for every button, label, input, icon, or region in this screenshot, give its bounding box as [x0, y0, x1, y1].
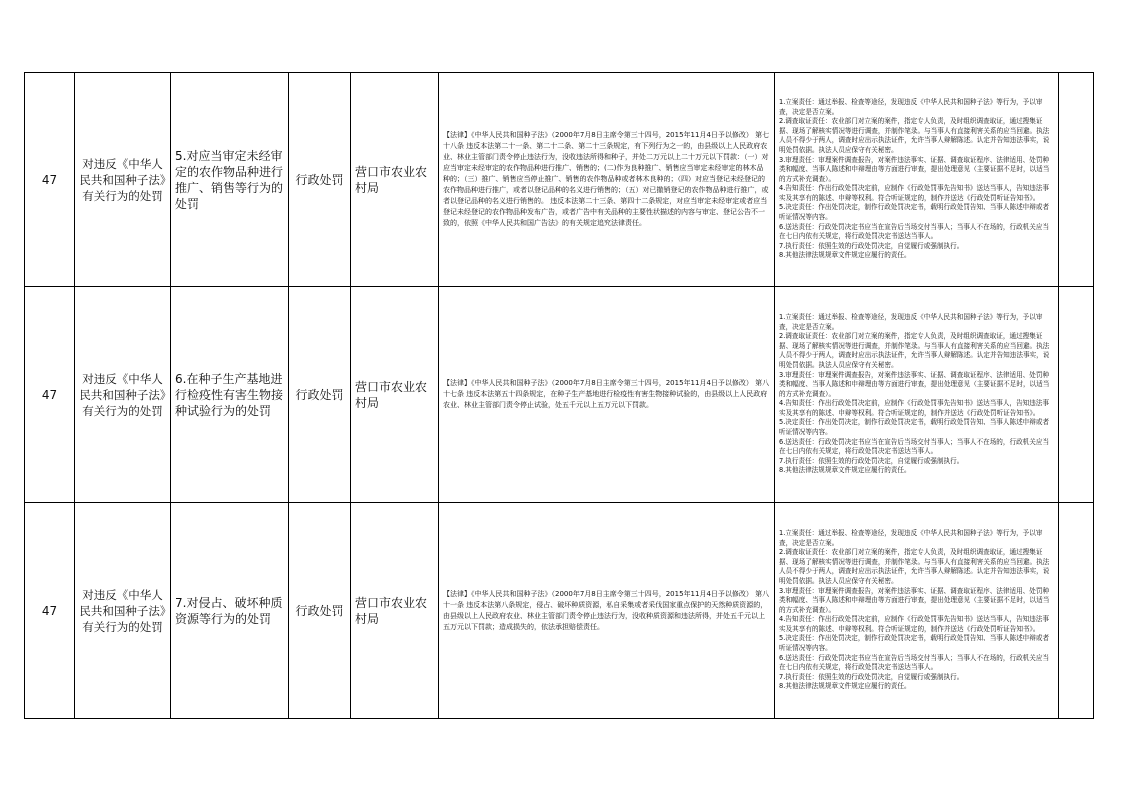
responsibility-item: 5.决定责任：作出处罚决定，制作行政处罚决定书，载明行政处罚告知、当事人陈述申辩或者听证情况等内容。: [779, 203, 1050, 222]
responsibility-list: [775, 503, 1059, 719]
item-type: 行政处罚: [289, 503, 351, 719]
responsibility-list: [775, 73, 1059, 287]
responsibility-item: 1.立案责任：通过举报、检查等途径，发现违反《中华人民共和国种子法》等行为，予以审查，决定是否立案。: [779, 97, 1043, 116]
item-category: 对违反《中华人民共和国种子法》有关行为的处罚: [75, 287, 171, 503]
table-row: [25, 503, 1094, 719]
responsibility-item: 5.决定责任：作出处罚决定，制作行政处罚决定书，载明行政处罚告知、当事人陈述申辩或者听证情况等内容。: [779, 418, 1050, 437]
responsibility-item: 5.决定责任：作出处罚决定，制作行政处罚决定书，载明行政处罚告知、当事人陈述申辩或者听证情况等内容。: [779, 634, 1050, 653]
responsibility-item: 6.送达责任：行政处罚决定书应当在宣告后当场交付当事人；当事人不在场的，行政机关应当在七日内依有关规定，将行政处罚决定书送达当事人。: [779, 437, 1050, 456]
responsibility-item: 3.审理责任：审理案件调查报告，对案件违法事实、证据、调查取证程序、法律适用、处罚种类和幅度、当事人陈述和申辩理由等方面进行审查，提出处理意见（主要证据不足时，以适当的方式补充调查）。: [779, 586, 1050, 614]
item-name: 5.对应当审定未经审定的农作物品种进行推广、销售等行为的处罚: [171, 73, 289, 287]
item-category: 对违反《中华人民共和国种子法》有关行为的处罚: [75, 503, 171, 719]
responsibility-item: 7.执行责任：依照生效的行政处罚决定，自觉履行或强制执行。: [779, 241, 964, 250]
responsibility-item: 1.立案责任：通过举报、检查等途径，发现违反《中华人民共和国种子法》等行为，予以审查，决定是否立案。: [779, 312, 1043, 331]
table-row: [25, 287, 1094, 503]
row-number: 47: [25, 287, 75, 503]
responsibility-item: 2.调查取证责任：农业部门对立案的案件，指定专人负责，及时组织调查取证，通过搜集证据、现场了解核实情况等进行调查，并制作笔录。与当事人有直接利害关系的应当回避。执法人员不得少于两人，调查时应出示执法证件，允许当事人辩解陈述。认定并告知违法事实，说明处罚依据。执法人员应保守有关秘密。: [779, 548, 1050, 585]
item-type: 行政处罚: [289, 73, 351, 287]
item-name: 6.在种子生产基地进行检疫性有害生物接种试验行为的处罚: [171, 287, 289, 503]
responsibility-item: 7.执行责任：依照生效的行政处罚决定，自觉履行或强制执行。: [779, 456, 964, 465]
implementing-department: 营口市农业农村局: [351, 287, 439, 503]
remarks-cell: [1059, 73, 1094, 287]
responsibility-item: 1.立案责任：通过举报、检查等途径，发现违反《中华人民共和国种子法》等行为，予以审查，决定是否立案。: [779, 528, 1043, 547]
responsibility-item: 3.审理责任：审理案件调查报告，对案件违法事实、证据、调查取证程序、法律适用、处罚种类和幅度、当事人陈述和申辩理由等方面进行审查，提出处理意见（主要证据不足时，以适当的方式补充调查）。: [779, 155, 1050, 183]
responsibility-item: 4.告知责任：作出行政处罚决定前，应制作《行政处罚事先告知书》送达当事人，告知违法事实及其享有的陈述、申辩等权利。符合听证规定的，制作并送达《行政处罚听证告知书》。: [779, 184, 1050, 202]
remarks-cell: [1059, 503, 1094, 719]
responsibility-item: 8.其他法律法规规章文件规定应履行的责任。: [779, 251, 911, 260]
penalty-table: [24, 72, 1094, 719]
item-type: 行政处罚: [289, 287, 351, 503]
item-name: 7.对侵占、破坏种质资源等行为的处罚: [171, 503, 289, 719]
responsibility-item: 3.审理责任：审理案件调查报告，对案件违法事实、证据、调查取证程序、法律适用、处罚种类和幅度、当事人陈述和申辩理由等方面进行审查，提出处理意见（主要证据不足时，以适当的方式补充调查）。: [779, 370, 1050, 398]
implementing-department: 营口市农业农村局: [351, 503, 439, 719]
legal-basis: 【法律】《中华人民共和国种子法》（2000年7月8日主席令第三十四号，2015年11月4日予以修改） 第七十八条 违反本法第二十一条、第二十二条、第二十三条规定，有下列行为之一的，由县级以上人民政府农业、林业主管部门责令停止违法行为，没收违法所得和种子，并处二万元以上二十万元以下罚款：（一）对应当审定未经审定的农作物品种进行推广、销售的；(二)作为良种推广、销售应当审定未经审定的林木品种的；（三）推广、销售应当停止推广、销售的农作物品种或者林木良种的；（四）对应当登记未经登记的农作物品种进行推广，或者以登记品种的名义进行销售的；（五）对已撤销登记的农作物品种进行推广，或者以登记品种的名义进行销售的。 违反本法第二十三条、第四十二条规定，对应当审定未经审定或者应当登记未经登记的农作物品种发布广告，或者广告中有关品种的主要性状描述的内容与审定、登记公告不一致的，依照《中华人民共和国广告法》的有关规定追究法律责任。: [439, 73, 775, 287]
responsibility-item: 4.告知责任：作出行政处罚决定前，应制作《行政处罚事先告知书》送达当事人，告知违法事实及其享有的陈述、申辩等权利。符合听证规定的，制作并送达《行政处罚听证告知书》。: [779, 615, 1050, 633]
responsibility-item: 7.执行责任：依照生效的行政处罚决定，自觉履行或强制执行。: [779, 672, 964, 681]
row-number: 47: [25, 503, 75, 719]
table-row: [25, 73, 1094, 287]
legal-basis: 【法律】《中华人民共和国种子法》（2000年7月8日主席令第三十四号，2015年11月4日予以修改） 第八十七条 违反本法第五十四条规定，在种子生产基地进行检疫性有害生物接种试验的，由县级以上人民政府农业、林业主管部门责令停止试验，处五千元以上五万元以下罚款。: [439, 287, 775, 503]
implementing-department: 营口市农业农村局: [351, 73, 439, 287]
responsibility-item: 4.告知责任：作出行政处罚决定前，应制作《行政处罚事先告知书》送达当事人，告知违法事实及其享有的陈述、申辩等权利。符合听证规定的，制作并送达《行政处罚听证告知书》。: [779, 399, 1050, 417]
row-number: 47: [25, 73, 75, 287]
responsibility-item: 8.其他法律法规规章文件规定应履行的责任。: [779, 682, 911, 691]
responsibility-item: 2.调查取证责任：农业部门对立案的案件，指定专人负责，及时组织调查取证，通过搜集证据、现场了解核实情况等进行调查，并制作笔录。与当事人有直接利害关系的应当回避。执法人员不得少于两人，调查时应出示执法证件，允许当事人辩解陈述。认定并告知违法事实，说明处罚依据。执法人员应保守有关秘密。: [779, 332, 1050, 369]
legal-basis: 【法律】《中华人民共和国种子法》（2000年7月8日主席令第三十四号，2015年11月4日予以修改） 第八十一条 违反本法第八条规定，侵占、破坏种质资源，私自采集或者采伐国家重点保护的天然种质资源的，由县级以上人民政府农业、林业主管部门责令停止违法行为，没收种质资源和违法所得，并处五千元以上五万元以下罚款；造成损失的，依法承担赔偿责任。: [439, 503, 775, 719]
responsibility-item: 2.调查取证责任：农业部门对立案的案件，指定专人负责，及时组织调查取证，通过搜集证据、现场了解核实情况等进行调查，并制作笔录。与当事人有直接利害关系的应当回避。执法人员不得少于两人，调查时应出示执法证件，允许当事人辩解陈述。认定并告知违法事实，说明处罚依据。执法人员应保守有关秘密。: [779, 117, 1050, 154]
responsibility-list: [775, 287, 1059, 503]
responsibility-item: 6.送达责任：行政处罚决定书应当在宣告后当场交付当事人；当事人不在场的，行政机关应当在七日内依有关规定，将行政处罚决定书送达当事人。: [779, 222, 1050, 241]
responsibility-item: 8.其他法律法规规章文件规定应履行的责任。: [779, 466, 911, 475]
item-category: 对违反《中华人民共和国种子法》有关行为的处罚: [75, 73, 171, 287]
responsibility-item: 6.送达责任：行政处罚决定书应当在宣告后当场交付当事人；当事人不在场的，行政机关应当在七日内依有关规定，将行政处罚决定书送达当事人。: [779, 653, 1050, 672]
remarks-cell: [1059, 287, 1094, 503]
